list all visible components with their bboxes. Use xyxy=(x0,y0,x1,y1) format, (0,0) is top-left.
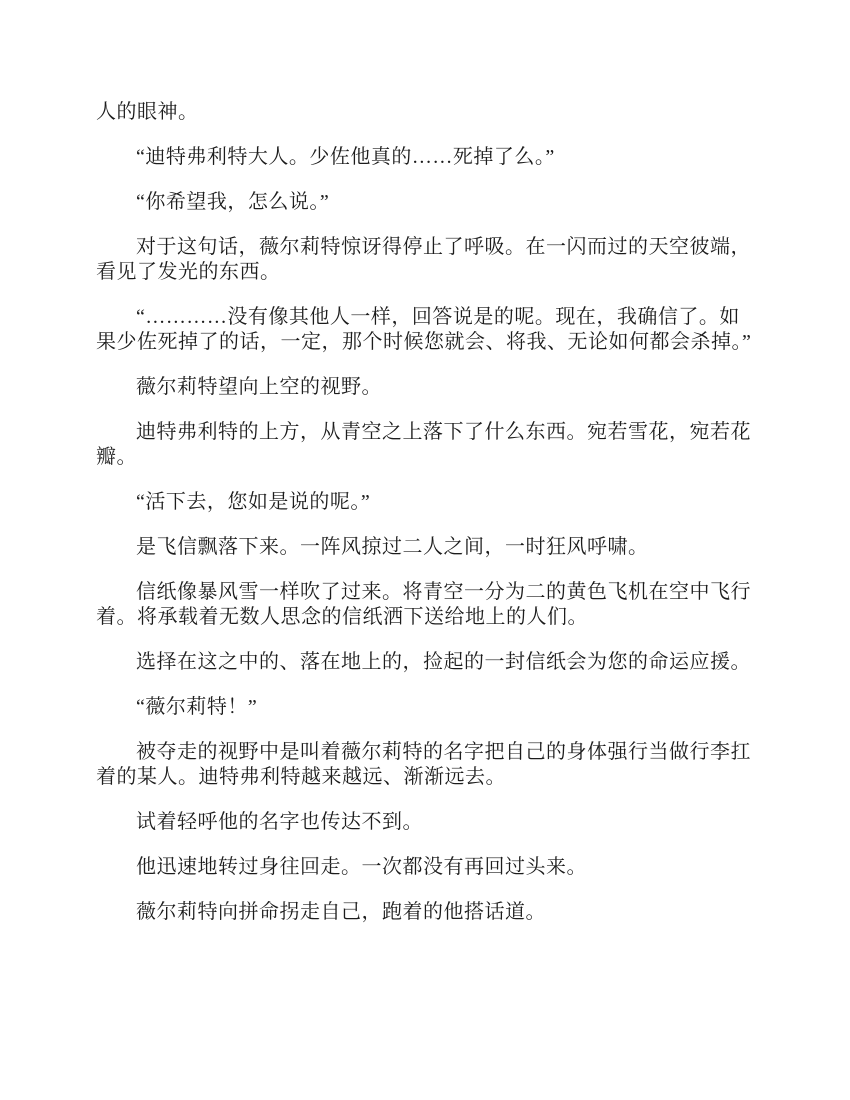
paragraph: 选择在这之中的、落在地上的，捡起的一封信纸会为您的命运应援。 xyxy=(136,651,751,673)
page-content xyxy=(96,100,760,945)
paragraph: “薇尔莉特！” xyxy=(136,696,258,718)
paragraph: “…………没有像其他人一样，回答说是的呢。现在，我确信了。如果少佐死掉了的话，一定，那个时候您就会、将我、无论如何都会杀掉。” xyxy=(96,306,752,353)
paragraph: 薇尔莉特望向上空的视野。 xyxy=(136,376,382,398)
paragraph: 信纸像暴风雪一样吹了过来。将青空一分为二的黄色飞机在空中飞行着。将承载着无数人思念的信纸洒下送给地上的人们。 xyxy=(96,581,751,628)
paragraph: “迪特弗利特大人。少佐他真的……死掉了么。” xyxy=(136,146,555,168)
paragraph: 试着轻呼他的名字也传达不到。 xyxy=(136,811,423,833)
paragraph: “活下去，您如是说的呢。” xyxy=(136,491,371,513)
paragraph: 迪特弗利特的上方，从青空之上落下了什么东西。宛若雪花，宛若花瓣。 xyxy=(96,421,751,468)
paragraph: 被夺走的视野中是叫着薇尔莉特的名字把自己的身体强行当做行李扛着的某人。迪特弗利特越来越远、渐渐远去。 xyxy=(96,741,751,788)
paragraph: “你希望我，怎么说。” xyxy=(136,191,330,213)
paragraph: 是飞信飘落下来。一阵风掠过二人之间，一时狂风呼啸。 xyxy=(136,536,649,558)
paragraph: 薇尔莉特向拼命拐走自己，跑着的他搭话道。 xyxy=(136,901,546,923)
paragraph: 对于这句话，薇尔莉特惊讶得停止了呼吸。在一闪而过的天空彼端，看见了发光的东西。 xyxy=(96,236,751,283)
paragraph: 他迅速地转过身往回走。一次都没有再回过头来。 xyxy=(136,856,587,878)
paragraph: 人的眼神。 xyxy=(96,101,199,123)
